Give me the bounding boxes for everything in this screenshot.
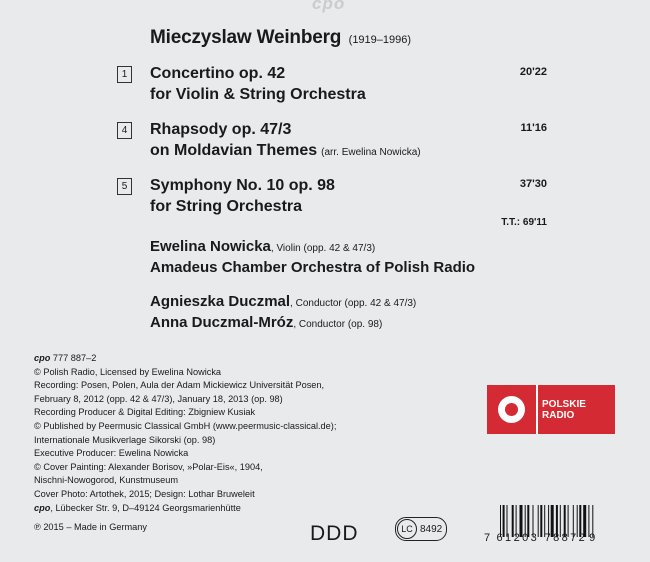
- track-duration: 37'30: [519, 178, 547, 190]
- track-number: 1: [117, 66, 132, 83]
- track-number: 4: [117, 122, 132, 139]
- track-1: [117, 63, 547, 107]
- track-title: Rhapsody op. 47/3 on Moldavian Themes (arr. Ewelina Nowicka): [150, 121, 421, 159]
- performer-conductor-2: Anna Duczmal-Mróz, Conductor (op. 98): [150, 314, 383, 331]
- credits-block: [34, 352, 336, 535]
- track-duration: 11'16: [520, 122, 547, 134]
- track-number: 5: [117, 178, 132, 195]
- credit-line: © Polish Radio, Licensed by Ewelina Nowicka: [34, 366, 222, 377]
- performer-conductor-1: Agnieszka Duczmal, Conductor (opp. 42 & 47/3): [150, 293, 417, 310]
- performer-orchestra: Amadeus Chamber Orchestra of Polish Radio: [150, 259, 476, 276]
- credit-line: © Cover Painting: Alexander Borisov, »Polar-Eis«, 1904,: [34, 461, 263, 472]
- credit-line: February 8, 2012 (opp. 42 & 47/3), January 18, 2013 (op. 98): [34, 393, 283, 404]
- track-title: Concertino op. 42 for Violin & String Orchestra: [150, 65, 366, 103]
- credit-line: Nischni-Nowogorod, Kunstmuseum: [34, 475, 178, 486]
- copyright-footer: ℗ 2015 – Made in Germany: [34, 522, 147, 533]
- catalog-line: cpo 777 887–2: [34, 353, 97, 363]
- ddd-format: DDD: [310, 522, 359, 545]
- barcode-digits: 7 61203 78872 9: [484, 532, 598, 544]
- composer-dates: (1919–1996): [348, 34, 412, 46]
- radio-circle-icon: [487, 385, 536, 434]
- credit-line: Recording: Posen, Polen, Aula der Adam Mickiewicz Universität Posen,: [34, 380, 325, 391]
- credit-line: Cover Photo: Artothek, 2015; Design: Lothar Bruweleit: [34, 488, 255, 499]
- label-code: LC 8492: [395, 517, 447, 541]
- credit-line: © Published by Peermusic Classical GmbH (www.peermusic-classical.de);: [34, 420, 337, 431]
- arranger-note: (arr. Ewelina Nowicka): [321, 147, 421, 158]
- lc-icon: LC: [397, 519, 417, 539]
- credit-line: Internationale Musikverlage Sikorski (op. 98): [34, 434, 216, 445]
- credit-line: Executive Producer: Ewelina Nowicka: [34, 448, 189, 459]
- radio-logo-label: POLSKIE RADIO: [536, 385, 615, 434]
- cpo-logo-top: cpo: [312, 0, 346, 13]
- performer-soloist: Ewelina Nowicka, Violin (opp. 42 & 47/3): [150, 238, 376, 255]
- composer-heading: [150, 27, 411, 49]
- polskie-radio-logo: [487, 385, 615, 434]
- credit-line: Recording Producer & Digital Editing: Zbigniew Kusiak: [34, 407, 256, 418]
- total-time: T.T.: 69'11: [501, 217, 547, 228]
- track-duration: 20'22: [519, 66, 547, 78]
- track-title: Symphony No. 10 op. 98 for String Orchestra: [150, 177, 335, 215]
- track-5: [117, 175, 547, 219]
- address-line: cpo, Lübecker Str. 9, D–49124 Georgsmarienhütte: [34, 502, 241, 513]
- track-4: [117, 119, 547, 163]
- composer-name: Mieczyslaw Weinberg: [150, 27, 342, 48]
